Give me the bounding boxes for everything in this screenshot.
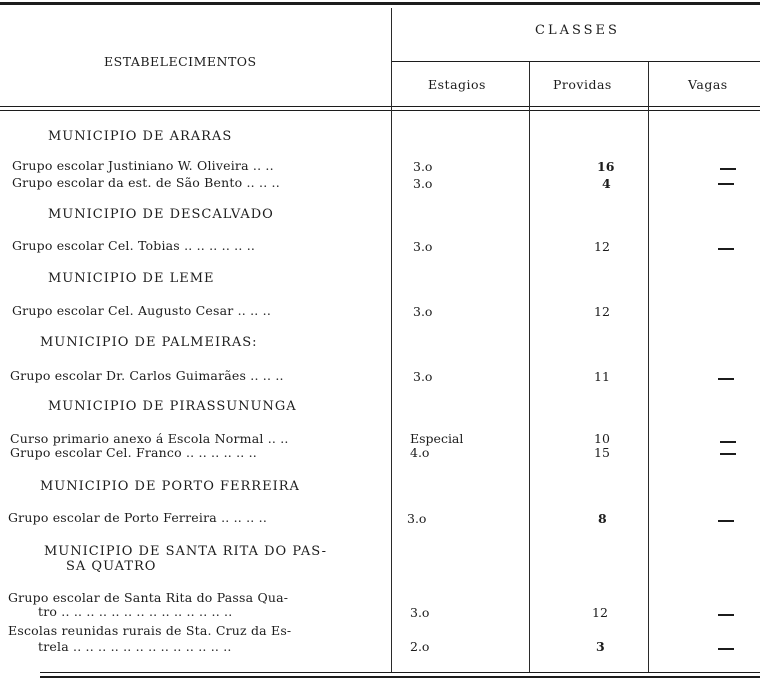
estagio-value: 3.o bbox=[407, 511, 427, 526]
providas-value: 4 bbox=[602, 176, 611, 191]
vagas-dash bbox=[720, 453, 736, 455]
establishment-name: Grupo escolar Cel. Augusto Cesar .. .. .. bbox=[12, 303, 271, 318]
establishment-name-continued: tro .. .. .. .. .. .. .. .. .. .. .. .. .. .. bbox=[38, 604, 233, 619]
column-divider-2 bbox=[529, 62, 530, 672]
providas-value: 11 bbox=[594, 369, 610, 384]
municipio-heading: MUNICIPIO DE PIRASSUNUNGA bbox=[48, 399, 297, 414]
vagas-dash bbox=[718, 648, 734, 650]
estagio-value: 3.o bbox=[413, 304, 433, 319]
vagas-dash bbox=[720, 441, 736, 443]
estagio-value: 3.o bbox=[410, 605, 430, 620]
establishment-name-continued: trela .. .. .. .. .. .. .. .. .. .. .. .. .. bbox=[38, 639, 232, 654]
providas-value: 12 bbox=[594, 239, 610, 254]
header-vagas: Vagas bbox=[688, 77, 728, 92]
column-divider-1 bbox=[391, 8, 392, 672]
vagas-dash bbox=[718, 183, 734, 185]
column-divider-3 bbox=[648, 62, 649, 672]
estagio-value: 2.o bbox=[410, 639, 430, 654]
providas-value: 12 bbox=[594, 304, 610, 319]
vagas-dash bbox=[718, 248, 734, 250]
providas-value: 15 bbox=[594, 445, 610, 460]
bottom-rule-1 bbox=[40, 672, 760, 673]
municipio-heading: MUNICIPIO DE PALMEIRAS: bbox=[40, 335, 258, 350]
providas-value: 16 bbox=[597, 159, 615, 174]
municipio-heading-continued: SA QUATRO bbox=[66, 559, 157, 574]
header-estagios: Estagios bbox=[428, 77, 486, 92]
header-rule-1 bbox=[0, 106, 760, 107]
establishment-name: Grupo escolar Justiniano W. Oliveira .. .. bbox=[12, 158, 274, 173]
providas-value: 8 bbox=[598, 511, 607, 526]
estagio-value: Especial bbox=[410, 431, 464, 446]
establishment-name: Curso primario anexo á Escola Normal .. .. bbox=[10, 431, 289, 446]
vagas-dash bbox=[720, 168, 736, 170]
municipio-heading: MUNICIPIO DE LEME bbox=[48, 271, 215, 286]
vagas-dash bbox=[718, 520, 734, 522]
estagio-value: 3.o bbox=[413, 369, 433, 384]
estagio-value: 3.o bbox=[413, 176, 433, 191]
estagio-value: 3.o bbox=[413, 159, 433, 174]
municipio-heading: MUNICIPIO DE SANTA RITA DO PAS- bbox=[44, 544, 328, 559]
estagio-value: 3.o bbox=[413, 239, 433, 254]
municipio-heading: MUNICIPIO DE PORTO FERREIRA bbox=[40, 479, 300, 494]
header-rule-2 bbox=[0, 110, 760, 111]
providas-value: 3 bbox=[596, 639, 605, 654]
establishment-name: Grupo escolar Cel. Franco .. .. .. .. .. .. bbox=[10, 445, 257, 460]
establishment-name: Grupo escolar da est. de São Bento .. .. .. bbox=[12, 175, 280, 190]
top-rule bbox=[0, 2, 760, 5]
establishment-name: Grupo escolar de Porto Ferreira .. .. .. .. bbox=[8, 510, 267, 525]
vagas-dash bbox=[718, 614, 734, 616]
header-providas: Providas bbox=[553, 77, 612, 92]
municipio-heading: MUNICIPIO DE ARARAS bbox=[48, 129, 233, 144]
estagio-value: 4.o bbox=[410, 445, 430, 460]
establishment-name: Grupo escolar Cel. Tobias .. .. .. .. .. .. bbox=[12, 238, 256, 253]
establishment-name: Grupo escolar de Santa Rita do Passa Qua- bbox=[8, 590, 289, 605]
providas-value: 12 bbox=[592, 605, 608, 620]
municipio-heading: MUNICIPIO DE DESCALVADO bbox=[48, 207, 274, 222]
header-establishments: ESTABELECIMENTOS bbox=[104, 54, 257, 69]
establishment-name: Grupo escolar Dr. Carlos Guimarães .. .. .. bbox=[10, 368, 284, 383]
bottom-rule-2 bbox=[40, 676, 760, 678]
classes-underline bbox=[392, 61, 760, 62]
providas-value: 10 bbox=[594, 431, 610, 446]
establishment-name: Escolas reunidas rurais de Sta. Cruz da Es- bbox=[8, 623, 292, 638]
vagas-dash bbox=[718, 378, 734, 380]
header-classes: CLASSES bbox=[535, 23, 620, 38]
